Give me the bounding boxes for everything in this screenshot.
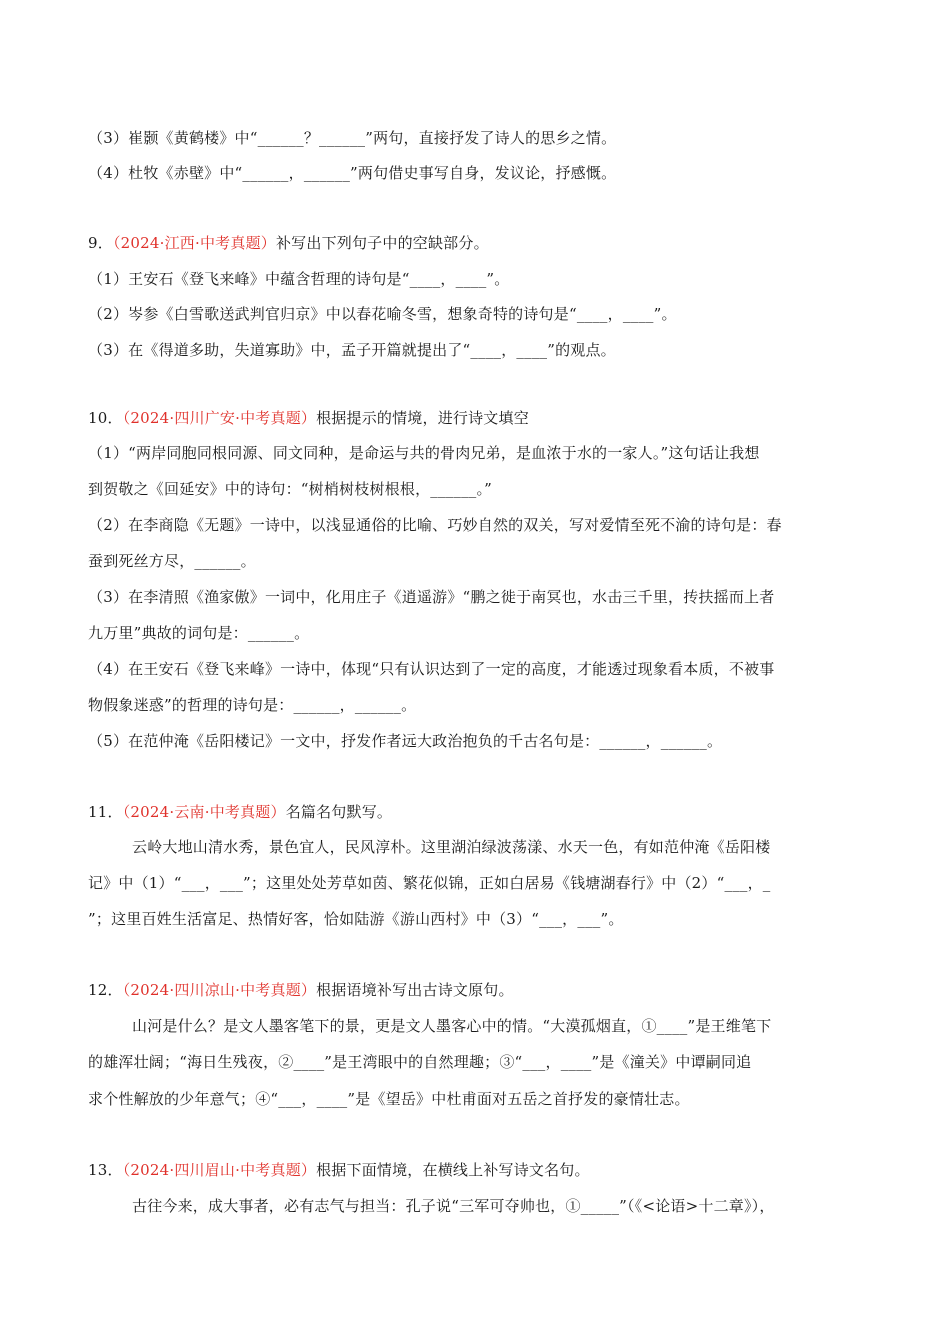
source-tag: （2024·四川广安·中考真题） (122, 409, 317, 427)
question-number: 10． (88, 409, 123, 427)
q10-line-2: 到贺敬之《回延安》中的诗句：“树梢树枝树根根，______。” (88, 480, 493, 498)
question-stem: 补写出下列句子中的空缺部分。 (275, 234, 489, 252)
source-tag: （2024·四川凉山·中考真题） (122, 981, 317, 999)
q10-line-3: （2）在李商隐《无题》一诗中，以浅显通俗的比喻、巧妙自然的双关，写对爱情至死不渝的诗句是：春 (88, 516, 782, 534)
q9-item-1: （1）王安石《登飞来峰》中蕴含哲理的诗句是“____，____”。 (88, 270, 510, 288)
q11-line-1: 云岭大地山清水秀，景色宜人，民风淳朴。这里湖泊绿波荡漾、水天一色，有如范仲淹《岳阳楼 (132, 838, 771, 856)
q12-line-1: 山河是什么？是文人墨客笔下的景，更是文人墨客心中的情。“大漠孤烟直，①____”是王维笔下 (132, 1017, 772, 1035)
q8-item-4: （4）杜牧《赤壁》中“______，______”两句借史事写自身，发议论，抒感慨。 (88, 164, 617, 182)
source-tag: （2024·江西·中考真题） (112, 234, 276, 252)
q13-line-1: 古往今来，成大事者，必有志气与担当：孔子说“三军可夺帅也，①_____”（《<论语>十二章》）， (132, 1197, 775, 1215)
q13-heading (88, 1159, 858, 1181)
question-stem: 根据提示的情境，进行诗文填空 (316, 409, 529, 427)
q10-line-6: 九万里”典故的词句是：______。 (88, 624, 310, 642)
question-stem: 根据下面情境，在横线上补写诗文名句。 (316, 1161, 590, 1179)
q10-heading (88, 407, 858, 429)
q10-line-7: （4）在王安石《登飞来峰》一诗中，体现“只有认识达到了一定的高度，才能透过现象看本质，不被事 (88, 660, 775, 678)
question-number: 11． (88, 803, 123, 821)
source-tag: （2024·云南·中考真题） (122, 803, 286, 821)
question-stem: 名篇名句默写。 (285, 803, 393, 821)
q8-item-3: （3）崔颢《黄鹤楼》中“______？______”两句，直接抒发了诗人的思乡之情。 (88, 129, 617, 147)
q9-heading (88, 232, 858, 254)
question-number: 13． (88, 1161, 123, 1179)
q11-line-3: ”；这里百姓生活富足、热情好客，恰如陆游《游山西村》中（3）“___，___”。 (88, 910, 624, 928)
q10-line-5: （3）在李清照《渔家傲》一词中，化用庄子《逍遥游》“鹏之徙于南冥也，水击三千里，抟扶摇而上者 (88, 588, 775, 606)
question-number: 12． (88, 981, 123, 999)
q9-item-2: （2）岑参《白雪歌送武判官归京》中以春花喻冬雪，想象奇特的诗句是“____，____”。 (88, 305, 677, 323)
source-tag: （2024·四川眉山·中考真题） (122, 1161, 317, 1179)
q10-line-4: 蚕到死丝方尽，______。 (88, 552, 256, 570)
q9-item-3: （3）在《得道多助，失道寡助》中，孟子开篇就提出了“____，____”的观点。 (88, 341, 616, 359)
q10-line-1: （1）“两岸同胞同根同源、同文同种，是命运与共的骨肉兄弟，是血浓于水的一家人。”这句话让我想 (88, 444, 760, 462)
q11-heading (88, 801, 858, 823)
question-stem: 根据语境补写出古诗文原句。 (316, 981, 514, 999)
q12-line-3: 求个性解放的少年意气；④“___，____”是《望岳》中杜甫面对五岳之首抒发的豪情壮志。 (88, 1090, 690, 1108)
q10-line-8: 物假象迷惑”的哲理的诗句是：______，______。 (88, 696, 417, 714)
q10-line-9: （5）在范仲淹《岳阳楼记》一文中，抒发作者远大政治抱负的千古名句是：______，______。 (88, 732, 723, 750)
question-number: 9． (88, 234, 113, 252)
q12-line-2: 的雄浑壮阔；“海日生残夜，②____”是王湾眼中的自然理趣；③“___，____”是《潼关》中谭嗣同追 (88, 1053, 752, 1071)
q12-heading (88, 979, 858, 1001)
q11-line-2: 记》中（1）“___，___”；这里处处芳草如茵、繁花似锦，正如白居易《钱塘湖春行》中（2）“___，_ (88, 874, 771, 892)
